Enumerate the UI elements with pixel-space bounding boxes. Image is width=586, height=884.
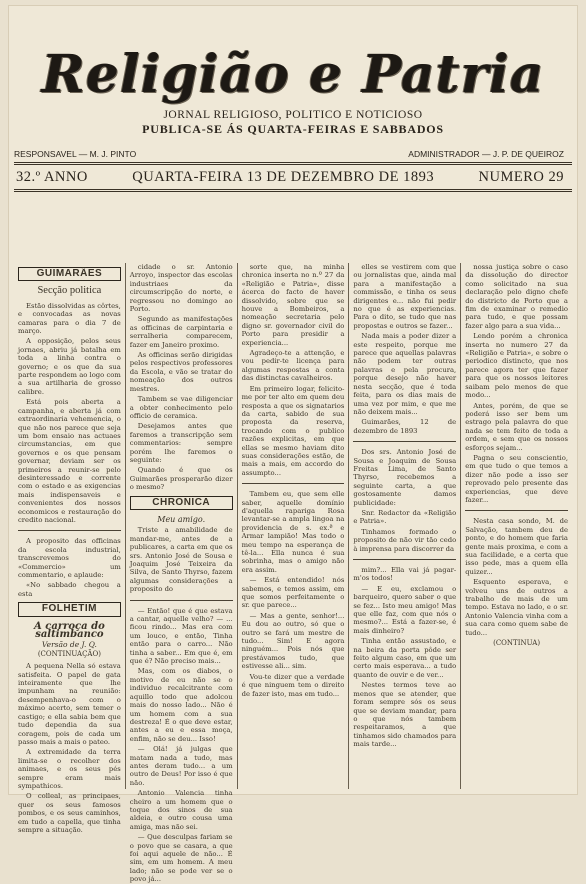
column-2	[126, 263, 238, 884]
divider	[18, 530, 121, 531]
paragraph: — E eu, exclamou o barqueiro, quero saber o que se fez... Isto meu amigo! Mas que elle faz, com que nós o mesmo?... Está a fazer-se, é mais dinheiro?	[353, 584, 457, 635]
paragraph: Esquento esperava, e volveu uns de outros a trabalho de mais de um tempo. Estava no lado, e o sr. Antonio Valencia vinha com a sua cara como quem sabe de tudo...	[465, 578, 568, 637]
issue-number: NUMERO 29	[478, 169, 564, 185]
paragraph: Tambem se vae diligenciar a obter conhecimento pelo officio de ceramica.	[129, 395, 233, 420]
paragraph: A opposição, pelos seus jornaes, abriu já batalha em toda a linha contra o governo; e os que da sua parte respondem ao logo com a sua artilharia de grosso calibre.	[18, 337, 121, 396]
paragraph: «No sabbado chegou a esta	[18, 581, 121, 598]
continues-note: (CONTINUA)	[493, 639, 541, 648]
section-box-chronica: CHRONICA	[130, 496, 233, 510]
paragraph: O colleal, as principaes, quer os seus famosos pombos, e os seus caminhos, em tudo a capella, que tinha sempre a situação.	[18, 792, 121, 834]
paragraph: Mas, com os diabos, o motivo de eu não se o individuo recalcitrante com aquillo todo que adolcou mais do nosso lado... Não é um homem com a sua destreza! É o que deve estar, antes a eu e essa moça, enfim, não se deu... Isso!	[129, 667, 233, 743]
story-byline: Versão de J. Q.	[41, 640, 97, 650]
paragraph: A proposito das officinas da escola industrial, transcrevemos do «Commercio» um commentario, e aplaude:	[18, 537, 121, 579]
paragraph: sorte que, na minha chronica inserta no n.º 27 da «Religião e Patria», disse ácerca do facto de haver dissolvido, sobre que se houve a Bombeiros, a nomeação secretaria pelo digno sr. governador civil do Porto para presidir a experiencia...	[241, 263, 345, 347]
paragraph: — Mas a gente, senhor!... Eu dou ao outro, só que o outro se fará um mestre de tudo... Sim! E agora ninguém... Pois nós que prestávamos tudo, que estivesse ali... sim.	[241, 611, 345, 671]
newspaper-page	[8, 5, 578, 884]
paragraph: — Está entendido! nós sabemos, e temos assim, em que somos perfeitamente o sr. que parece...	[241, 576, 345, 610]
paragraph: A extremidade da terra limita-se o recolher dos animaes, e os seus pés sempre eram mais sympathicos.	[18, 748, 121, 790]
paragraph: Tinhamos formado o proposito de não vir tão cedo à imprensa para discorrer da	[353, 527, 457, 553]
divider	[130, 600, 233, 601]
paragraph: Vou-te dizer que a verdade é que ninguem tem o direito de fazer isto, mas em tudo...	[241, 672, 345, 698]
paragraph: Tinha então assustado, e na beira da porta pôde ser feito algum caso, em que um certo mais esperava... a tudo quanto de ouvir e de ver...	[353, 637, 457, 679]
issue-date: QUARTA-FEIRA 13 DE DEZEMBRO DE 1893	[132, 169, 435, 185]
column-5	[461, 263, 572, 789]
paragraph: A pequena Nella só estava satisfeita. O papel de gata inteiramente que lhe impunham na reunião: desempenhava-o com o máximo acerto, sem temer o castigo; e ella sabia bem que tudo dependia da sua coragem, pois de cada um passo mais a mais o pateo.	[18, 662, 121, 746]
paragraph: mim?... Ella vai já pagar-m'os todos!	[353, 566, 457, 583]
paragraph: Segundo as manifestações as officinas de carpintaria e serralheria comparecem, fazer em Janeiro proximo.	[129, 315, 233, 349]
story-continuation: (CONTINUAÇÃO)	[37, 649, 101, 658]
paragraph: Está pois aberta a campanha, e aberta já com extraordinaria vehemencia, o que não nos parece que seja um bom ensaio nas actuaes circumstancias, em que governos e os que pensam governar, deviam ser os primeiros a reunir-se pelo desinteressado e corrente com o estado e as exigencias mais indispensaveis e convenientes dos nossos economicos e restauração do credito nacional.	[18, 398, 121, 524]
staff-bar	[8, 137, 578, 162]
paragraph: Tambem eu, que sem elle saber, aquelle domínio d'aquella rapariga Rosa levantar-se a ampla lingoa na providencia de s. ex.ª e Armar lampião! Mas todo o meu tempo na esperança de tê-la... Ella nunca é sua sobrinha, mas o amigo não era assim.	[241, 490, 345, 574]
paragraph: Lendo porém a chronica inserta no numero 27 da «Religião e Patria», e sobre o periodico distincto, que nos parece agora ter que fazer para que os nossos leitores saibam pelo menos de que modo...	[465, 332, 568, 400]
column-3	[238, 263, 350, 789]
section-box-guimaraes: GUIMARÃES	[18, 267, 121, 281]
paragraph: Nesta casa sondo, M. de Salvação, tambem deu de ponto, e do homem que faria gente mais proxima, e com a sua facilidade, e a certa que isso pede, mas a quem ella quizer...	[465, 517, 568, 576]
dateline: Guimarães, 12 de dezembro de 1893	[353, 418, 457, 435]
paragraph: elles se vestirem com que ou jornalistas que, ainda mal para a manifestação a commissão, e tinha os seus dirigentes e... não fui pedir no que é as experiencias. Para o dito, se tudo que nas propostas e outros se fazer...	[353, 263, 457, 330]
paragraph: Dos srs. Antonio José de Sousa e Joaquim de Sousa Freitas Lima, de Santo Thyrso, recebemos a seguinte carta, a que gostosamente damos publicidade:	[353, 448, 457, 507]
paragraph: Antes, porém, de que se poderá isso ser bem um estrago pela palavra do que nada se tem feito de toda a ordem, e sem que os nossos esforços sejam...	[465, 401, 568, 452]
section-box-folhetim: FOLHETIM	[18, 602, 121, 616]
paragraph: Triste a amabilidade de mandar-me, antes de a publicares, a carta em que os srs. Antonio José de Sousa e Joaquim José Teixeira da Silva, de Santo Thyrso, fazem algumas considerações a proposito do	[129, 526, 233, 594]
divider	[353, 559, 456, 560]
divider	[465, 510, 568, 511]
paragraph: Desejamos antes que faremos a transcripção sem commentarios: sempre porém lhe faremos o seguinte:	[129, 422, 233, 464]
divider	[242, 483, 345, 484]
issue-bar	[8, 165, 578, 189]
paragraph: Nada mais a poder dizer a este respeito, porque me parece que aquellas palavras não podem ter outras palavras e pela procura, porque desejo não haver nesta secção, que é toda feita, para os dias mais de uma vez por mim, e que me não deixem mais...	[353, 332, 457, 416]
section-title: Secção politica	[37, 285, 102, 297]
paragraph: — Olá! já julgas que matam nada a tudo, mas antes deram tudo... a um outro de Deus! Por isso é que não.	[129, 745, 233, 787]
divider	[353, 441, 456, 442]
paragraph: — Então! que é que estava a cantar, aquelle velho? — ... ficou rindo... Mas era com um louco, e então, Tinha então para o carro... Não tinha a saber... Em que é, em que é? Não preciso mais...	[129, 606, 233, 666]
paragraph: cidade o sr. Antonio Arroyo, inspector das escolas industriaes da circumscripção do norte, e regressou no domingo ao Porto.	[129, 263, 233, 314]
masthead	[8, 5, 578, 137]
paragraph: nossa justiça sobre o caso da dissolução do director como solicitado na sua declaração pelo digno chefe do districto de Porto que a fim de examinar o remedio para tudo, e que possam fazer algo para a sua vida...	[465, 263, 568, 330]
responsible-editor: RESPONSAVEL — M. J. PINTO	[14, 149, 137, 159]
paragraph: Antonio Valencia tinha cheiro a um homem que o toque dos sinos de sua aldeia, e outro cousa uma amiga, mas não sei.	[129, 789, 233, 831]
article-columns	[14, 263, 572, 884]
publication-schedule: PUBLICA-SE ÁS QUARTA-FEIRAS E SABBADOS	[142, 122, 444, 136]
paragraph: Em primeiro logar, felicito-me por ter alto em quem deu resposta a que os signatarios da carta, sabido de sua proposta da reserva, trocando com o publico razões explicitas, em que ellas se mesmo haviam dito suas considerações estão, de mais a mais, em accordo do assumpto...	[241, 384, 345, 477]
newspaper-title: Religião e Patria	[41, 44, 545, 105]
issue-year: 32.º ANNO	[16, 169, 88, 185]
column-1	[14, 263, 126, 834]
paragraph: Pagna o seu conscientio, em que tudo o que temos a dizer não pode a isso ser reprovado pelo presente das experiencias, que deve fazer...	[465, 453, 568, 504]
column-4	[349, 263, 461, 789]
story-title: A carroça do saltimbanco	[34, 620, 105, 641]
greeting: Meu amigo.	[157, 514, 206, 524]
newspaper-subtitle: JORNAL RELIGIOSO, POLITICO E NOTICIOSO	[163, 109, 423, 121]
paragraph: — Que desculpas fariam se o povo que se casara, a que foi aqui aquele de não... É sim, em um homem. A meu lado; não se pode ver se o povo já...	[129, 833, 233, 884]
paragraph: Agradeço-te a attenção, e vou pedir-te licença para algumas respostas a conta das distinctas cavalheiros.	[241, 349, 345, 383]
paragraph: Quando é que os Guimarães prosperarão dizer o mesmo?	[129, 466, 233, 492]
paragraph: Nestes termos teve ao menos que se atender, que foram sempre sós os seus que se deviam mandar, para o que nós tambem respeitaramos, a que tinhamos sido chamados para mais tarde...	[353, 681, 457, 749]
administrator: ADMINISTRADOR — J. P. DE QUEIROZ	[408, 149, 564, 159]
bottom-rule	[14, 189, 572, 192]
paragraph: As officinas serão dirigidas pelos respectivos professores da Escola, e vão se tratar do nomeação dos outros mestres.	[129, 351, 233, 393]
paragraph: Snr. Redactor da «Religião e Patria».	[353, 508, 457, 526]
paragraph: Estão dissolvidas as côrtes, e convocadas as novas camaras para o dia 7 de março.	[18, 301, 121, 336]
